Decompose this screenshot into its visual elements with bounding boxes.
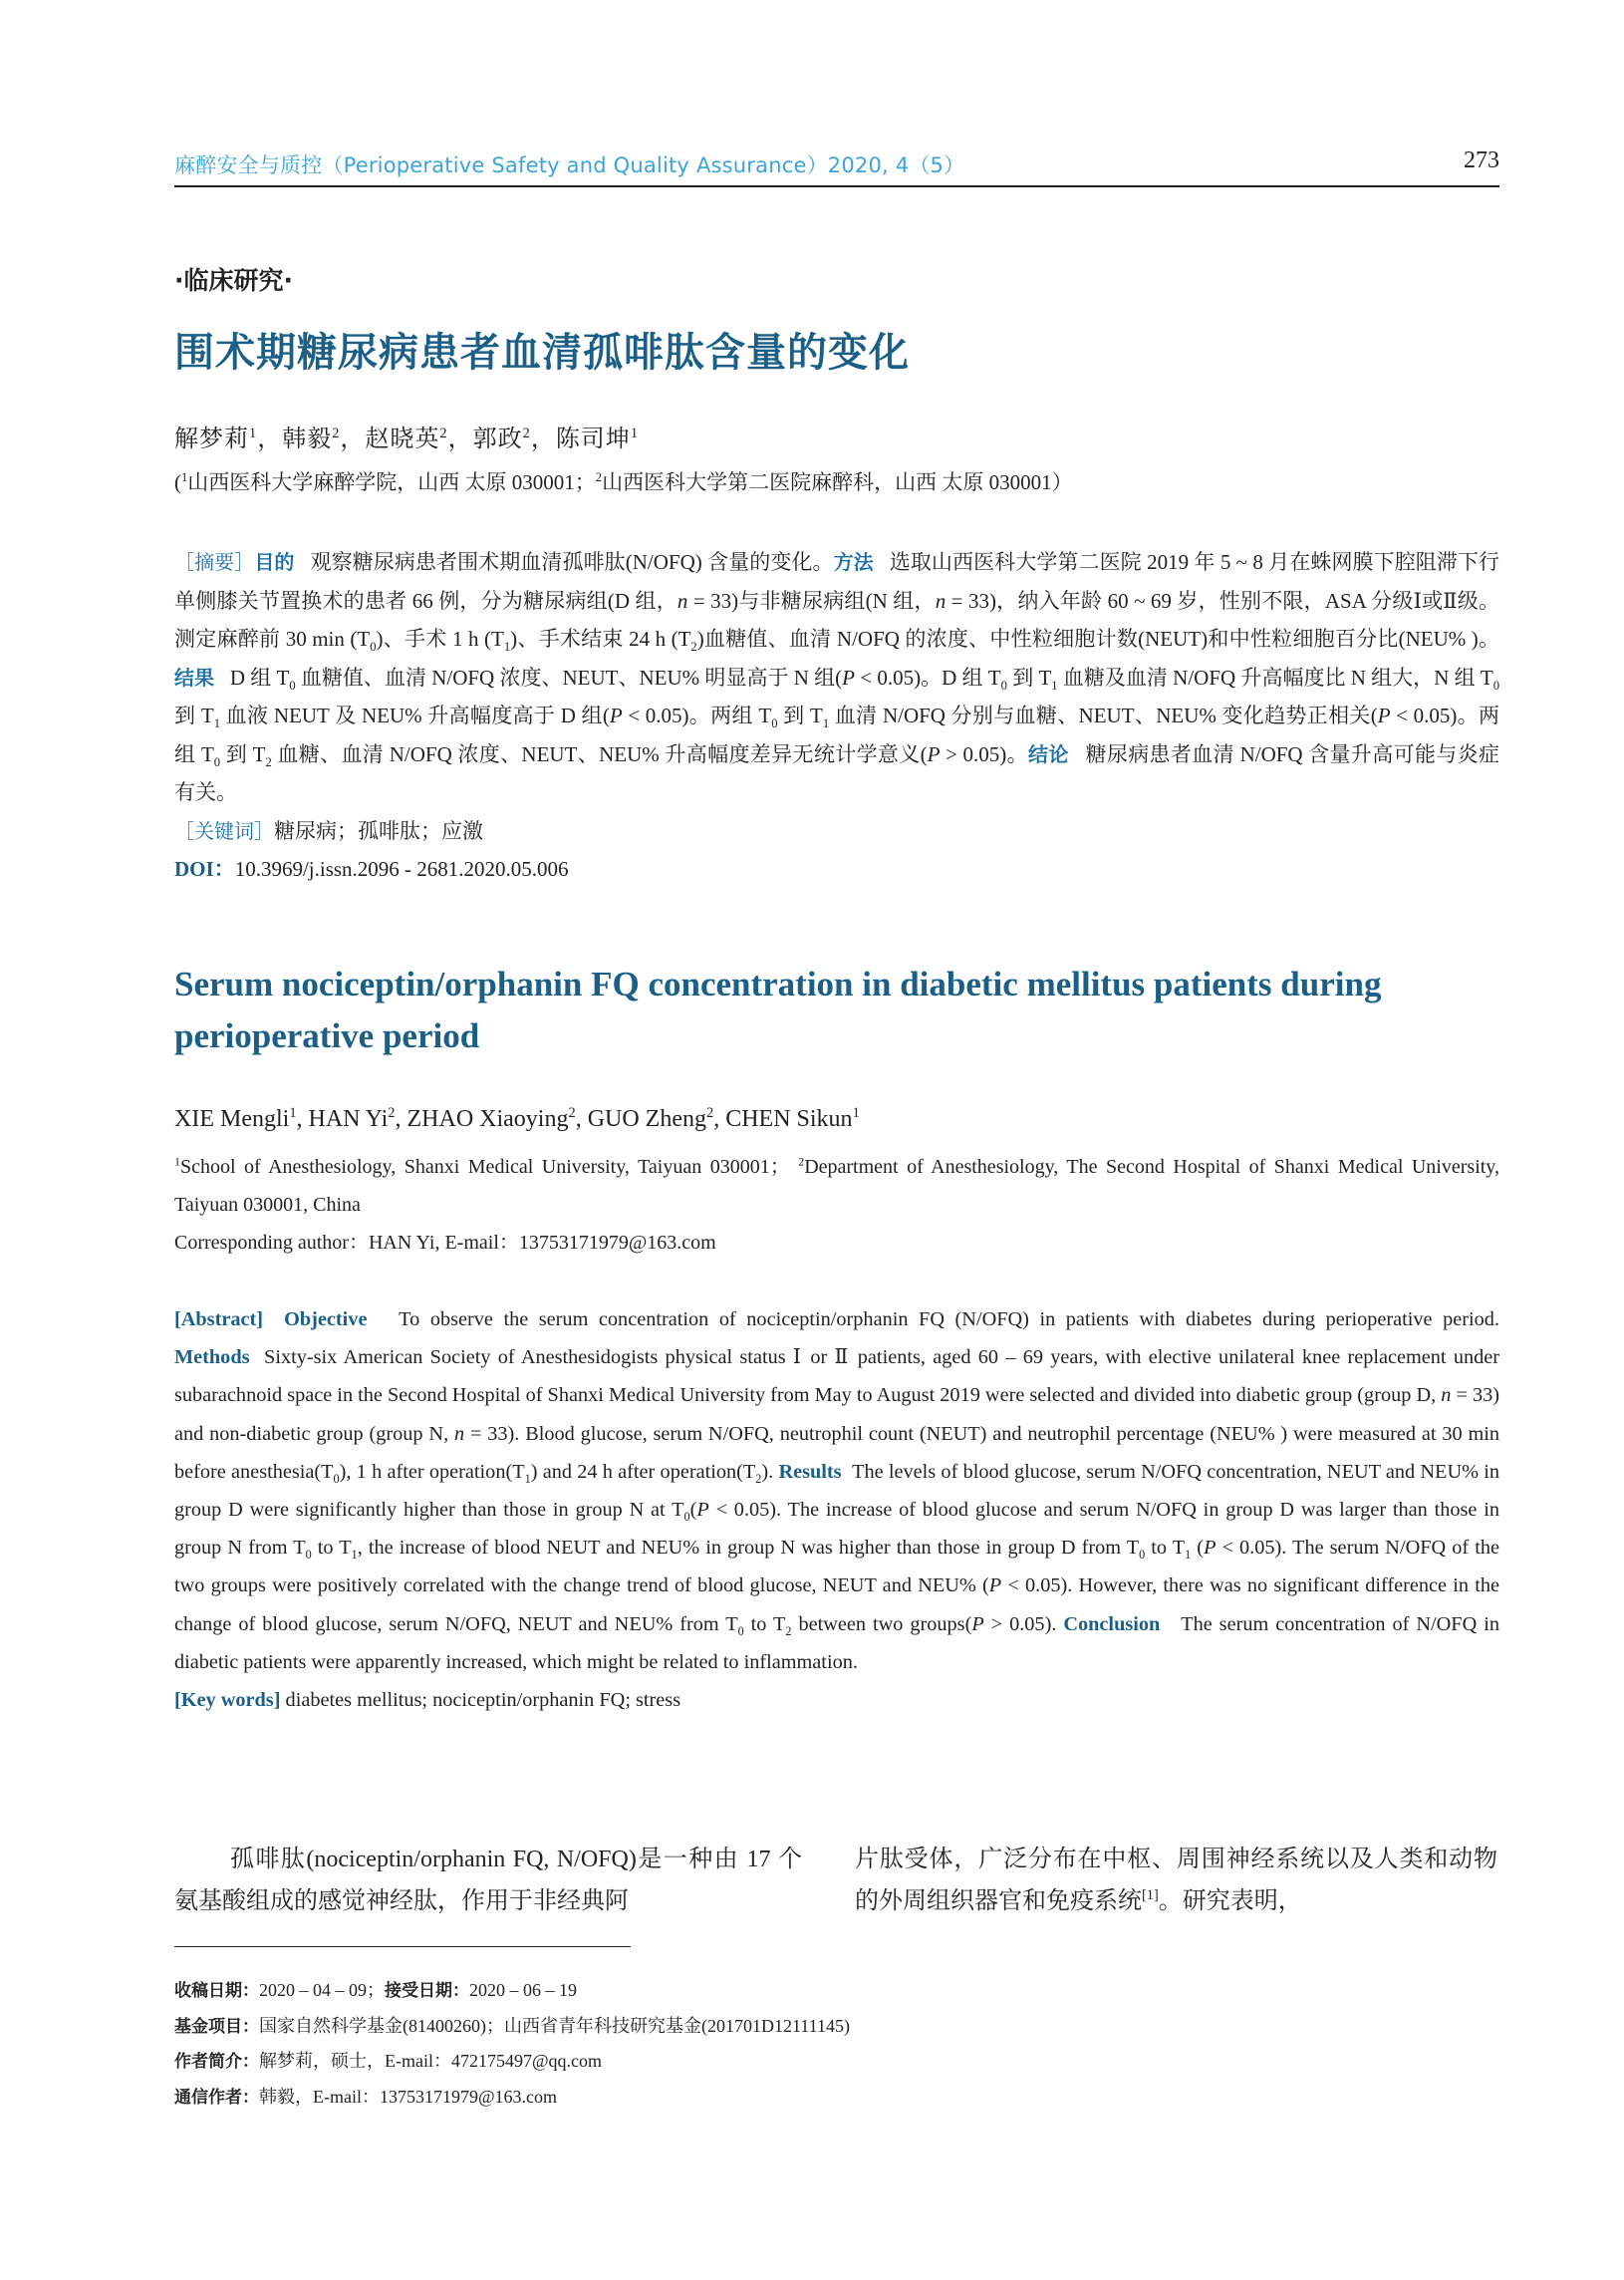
- footnotes: [174, 1973, 850, 2115]
- author-list-en: XIE Mengli$^1$, HAN Yi$^2$, ZHAO Xiaoying$^2$, GUO Zheng$^2$, CHEN Sikun$^1$: [174, 1105, 860, 1132]
- methods-text: 选取山西医科大学第二医院 2019 年 5 ~ 8 月在蛛网膜下腔阻滞下行单侧膝关节置换术的患者 66 例，分为糖尿病组(D 组，: [174, 550, 1500, 613]
- objective-label: 目的: [254, 550, 295, 574]
- affiliation-2: 山西医科大学第二医院麻醉科，山西 太原 030001）: [602, 470, 1073, 494]
- abstract-label: ［摘要］: [174, 550, 255, 574]
- section-tag: ·临床研究·: [174, 266, 293, 295]
- results-text-en: > 0.05).: [983, 1612, 1057, 1635]
- abstract-label-en: [Abstract]: [174, 1308, 263, 1330]
- results-text: 血糖值、血清 N/OFQ 浓度、NEUT、NEU% 明显高于 N 组(: [295, 665, 843, 690]
- results-text: 血清 N/OFQ 分别与血糖、NEUT、NEU% 变化趋势正相关(: [829, 704, 1378, 727]
- journal-name: 麻醉安全与质控（Perioperative Safety and Quality Assurance）2020, 4（5）: [174, 153, 965, 177]
- methods-text: = 33)与非糖尿病组(N 组，: [687, 588, 936, 613]
- doi-value[interactable]: 10.3969/j.issn.2096 - 2681.2020.05.006: [234, 857, 569, 881]
- methods-text-en: = 33) and non-diabetic group (group N,: [174, 1384, 1499, 1445]
- methods-label-en: Methods: [174, 1346, 250, 1369]
- author-affiliation-mark: 2: [332, 426, 341, 441]
- keywords-text-en: diabetes mellitus; nociceptin/orphanin FQ; stress: [285, 1689, 681, 1712]
- results-text-en: The levels of blood glucose, serum N/OFQ concentration, NEUT and NEU% in group D were significantly higher than those in group N at T: [174, 1460, 1500, 1522]
- results-text: 到 T: [777, 704, 823, 727]
- corresponding-author: Corresponding author：HAN Yi, E-mail：13753171979@163.com: [174, 1232, 716, 1254]
- author-affiliation-mark: 2: [439, 426, 448, 441]
- objective-text: 观察糖尿病患者围术期血清孤啡肽(N/OFQ) 含量的变化。: [310, 550, 834, 574]
- affiliation-1: 山西医科大学麻醉学院，山西 太原 030001；: [187, 470, 596, 494]
- footnote-divider: [174, 1946, 631, 1947]
- author-name: 解梦莉: [174, 427, 249, 452]
- page-number: 273: [1464, 147, 1499, 173]
- author-affiliation-mark: 2: [522, 426, 531, 441]
- results-text: 血糖、血清 N/OFQ 浓度、NEUT、NEU% 升高幅度差异无统计学意义(: [271, 741, 928, 766]
- methods-text: )血糖值、血清 N/OFQ 的浓度、中性粒细胞计数(NEUT)和中性粒细胞百分比(NEU% )。: [696, 627, 1499, 651]
- keywords-label: ［关键词］: [174, 818, 274, 843]
- author-affiliation-mark: 1: [630, 426, 640, 441]
- methods-text-en: Sixty-six American Society of Anesthesidogists physical status Ⅰ or Ⅱ patients, aged 60 – 69 years, with elective unilateral knee replacement under subarachnoid space in the Second Hospital of Shanxi Medical University from May to August 2019 were selected and divided into diabetic group (group D,: [174, 1346, 1500, 1407]
- affiliations-en: $^1$School of Anesthesiology, Shanxi Medical University, Taiyuan 030001； $^2$Department of Anesthesiology, The Second Hospital of Shanxi Medical University, Taiyuan 030001, China Corresponding author：HAN Yi, E-mail：13753171979@163.com: [174, 1154, 1500, 1254]
- methods-text-en: ) and 24 h after operation(T: [530, 1460, 756, 1483]
- conclusion-label: 结论: [1027, 741, 1069, 766]
- author-name: ZHAO Xiaoying: [406, 1106, 569, 1132]
- results-text: > 0.05)。: [940, 741, 1028, 766]
- author-affiliation-mark: 1: [249, 426, 258, 441]
- footnote-funding: 基金项目：国家自然科学基金(81400260)；山西省青年科技研究基金(201701D12111145): [174, 2015, 850, 2037]
- abstract-cn: ［摘要］目的 观察糖尿病患者围术期血清孤啡肽(N/OFQ) 含量的变化。方法 选取山西医科大学第二医院 2019 年 5 ~ 8 月在蛛网膜下腔阻滞下行单侧膝关节置换术的患者 66 例，分为糖尿病组(D 组，n = 33)与非糖尿病组(N 组，n = 33)，纳入年龄 60 ~ 69 岁，性别不限，ASA 分级Ⅰ或Ⅱ级。测定麻醉前 30 $\min (T_0)$、手术 1 h $(T_1)$、手术结束 24 h $(T_2)$血糖值、血清 N/OFQ 的浓度、中性粒细胞计数(NEUT)和中性粒细胞百分比(NEU% )。结果 D 组 $T_0$ 血糖值、血清 N/OFQ 浓度、NEUT、NEU% 明显高于 N 组(P < 0.05)。D 组 $T_0$ 到 $T_1$ 血糖及血清 N/OFQ 升高幅度比 N 组大，N 组 $T_0$ 到 $T_1$ 血液 NEUT 及 NEU% 升高幅度高于 D 组(P < 0.05)。两组 $T_0$ 到 $T_1$ 血清 N/OFQ 分别与血糖、NEUT、NEU% 变化趋势正相关(P < 0.05)。两组 $T_0$ 到 $T_2$ 血糖、血清 N/OFQ 浓度、NEUT、NEU% 升高幅度差异无统计学意义(P > 0.05)。结论 糖尿病患者血清 N/OFQ 含量升高可能与炎症有关。 ［关键词］糖尿病；孤啡肽；应激 DOI：10.3969/j.issn.2096 - 2681.2020.05.006: [174, 550, 1500, 881]
- methods-text: = 33)，纳入年龄 60 ~ 69 岁，性别不限，ASA 分级Ⅰ或Ⅱ级。测定麻醉前 30 min (T: [174, 588, 1499, 651]
- keywords-text: 糖尿病；孤啡肽；应激: [274, 818, 483, 843]
- results-text: < 0.05)。两组 T: [174, 704, 1500, 766]
- footnote-dates: 收稿日期：2020 – 04 – 09；接受日期：2020 – 06 – 19: [174, 1980, 577, 2001]
- body-text: 片肽受体，广泛分布在中枢、周围神经系统以及人类和动物的外周组织器官和免疫系统: [855, 1847, 1497, 1914]
- conclusion-text: 糖尿病患者血清 N/OFQ 含量升高可能与炎症有关。: [174, 741, 1500, 804]
- affiliation-1-en: School of Anesthesiology, Shanxi Medical University, Taiyuan 030001；: [180, 1156, 790, 1178]
- keywords-label-en: [Key words]: [174, 1689, 281, 1712]
- doi-label: DOI：: [174, 857, 235, 881]
- body-column-left: 孤啡肽(nociceptin/orphanin FQ, N/OFQ)是一种由 17 个氨基酸组成的感觉神经肽，作用于非经典阿: [174, 1847, 802, 1914]
- body-column-right: [855, 1839, 1497, 1922]
- results-label: 结果: [174, 665, 215, 690]
- body-text: 。研究表明，: [1158, 1888, 1302, 1914]
- methods-text-en: ).: [761, 1460, 774, 1483]
- footnote-corresponding: 通信作者：韩毅，E-mail：13753171979@163.com: [174, 2086, 558, 2108]
- objective-label-en: Objective: [284, 1308, 368, 1330]
- author-name: 陈司坤: [555, 427, 631, 452]
- conclusion-text-en: The serum concentration of N/OFQ in diabetic patients were apparently increased, which might be related to inflammation.: [174, 1612, 1499, 1673]
- conclusion-label-en: Conclusion: [1063, 1612, 1161, 1635]
- results-text: < 0.05)。D 组 T: [854, 665, 1001, 690]
- author-name: GUO Zheng: [587, 1106, 706, 1132]
- results-text-en: < 0.05). However, there was no significant difference in the change of blood glucose, serum N/OFQ, NEUT and NEU% from T: [174, 1574, 1500, 1635]
- author-list-cn: 解梦莉$^1$，韩毅$^2$，赵晓英$^2$，郭政$^2$，陈司坤$^1$: [174, 426, 640, 452]
- affiliation-2-en: Department of Anesthesiology, The Second Hospital of Shanxi Medical University, Taiyuan 030001, China: [174, 1156, 1500, 1216]
- footnote-author-bio: 作者简介：解梦莉，硕士，E-mail：472175497@qq.com: [174, 2051, 603, 2072]
- objective-text-en: To observe the serum concentration of nociceptin/orphanin FQ (N/OFQ) in patients with diabetes during perioperative period.: [399, 1308, 1499, 1330]
- running-header: [174, 147, 1499, 187]
- citation-link[interactable]: [1]: [1142, 1887, 1159, 1903]
- author-name: CHEN Sikun: [725, 1106, 853, 1132]
- methods-text-en: = 33). Blood glucose, serum N/OFQ, neutrophil count (NEUT) and neutrophil percentage (NEU% ) were measured at 30 min before anesthesia(T: [174, 1422, 1500, 1483]
- results-text: 血液 NEUT 及 NEU% 升高幅度高于 D 组(: [220, 704, 610, 727]
- methods-label: 方法: [833, 550, 874, 574]
- results-text: 到 T: [174, 704, 214, 727]
- author-name: 郭政: [472, 427, 523, 452]
- results-text: 血糖及血清 N/OFQ 升高幅度比 N 组大，N 组 T: [1057, 665, 1493, 690]
- methods-text: )、手术结束 24 h (T: [510, 627, 691, 651]
- results-text-en: , the increase of blood NEUT and NEU% in group N was higher than those in group D from T: [357, 1537, 1140, 1560]
- abstract-en: [Abstract] Objective To observe the serum concentration of nociceptin/orphanin FQ (N/OFQ) in patients with diabetes during perioperative period. Methods Sixty-six American Society of Anesthesidogists physical status Ⅰ or Ⅱ patients, aged 60 – 69 years, with elective unilateral knee replacement under subarachnoid space in the Second Hospital of Shanxi Medical University from May to August 2019 were selected and divided into diabetic group (group D, n = 33) and non-diabetic group (group N, n = 33). Blood glucose, serum N/OFQ, neutrophil count (NEUT) and neutrophil percentage (NEU% ) were measured at 30 min before $anesthesia(T_0)$, 1 h after $operation(T_1)$ and 24 h after $operation(T_2)$. Results The levels of blood glucose, serum N/OFQ concentration, NEUT and NEU% in group D were significantly higher than those in group N at $T_0(P < 0.05)$. The increase of blood glucose and serum N/OFQ in group D was larger than those in group N from $T_0$ to $T_1$, the increase of blood NEUT and NEU% in group N was higher than those in group D from $T_0$ to $T_1$ (P < 0.05). The serum N/OFQ of the two groups were positively correlated with the change trend of blood glucose, NEUT and NEU% (P < 0.05). However, there was no significant difference in the change of blood glucose, serum N/OFQ, NEUT and NEU% from $T_0$ to $T_2$ between two groups(P > 0.05). Conclusion The serum concentration of N/OFQ in diabetic patients were apparently increased, which might be related to inflammation. [Key words] diabetes mellitus; nociceptin/orphanin FQ; stress: [174, 1308, 1500, 1712]
- results-text-en: < 0.05). The serum N/OFQ of the two groups were positively correlated with the change trend of blood glucose, NEUT and NEU% (: [174, 1537, 1499, 1597]
- results-text: 到 T: [1006, 665, 1052, 690]
- results-text: D 组 T: [229, 665, 290, 690]
- author-name: XIE Mengli: [174, 1106, 290, 1132]
- article-title-cn: 围术期糖尿病患者血清孤啡肽含量的变化: [174, 329, 910, 376]
- author-name: 韩毅: [282, 427, 333, 452]
- results-label-en: Results: [778, 1460, 842, 1483]
- results-text: 到 T: [220, 741, 266, 766]
- affiliations-cn: ($^1$山西医科大学麻醉学院，山西 太原 030001；$^2$山西医科大学第二医院麻醉科，山西 太原 030001）: [174, 470, 1073, 494]
- author-name: HAN Yi: [308, 1106, 389, 1132]
- results-text-en: < 0.05). The increase of blood glucose and serum N/OFQ in group D was larger than those in group N from T: [174, 1499, 1500, 1560]
- article-title-en: Serum nociceptin/orphanin FQ concentration in diabetic mellitus patients during perioperative period: [174, 965, 1382, 1055]
- methods-text-en: ), 1 h after operation(T: [339, 1460, 525, 1483]
- author-name: 赵晓英: [365, 427, 440, 452]
- results-text-en: between two groups(: [791, 1612, 972, 1635]
- results-text: < 0.05)。两组 T: [622, 704, 772, 727]
- methods-text: )、手术 1 h (T: [376, 627, 504, 651]
